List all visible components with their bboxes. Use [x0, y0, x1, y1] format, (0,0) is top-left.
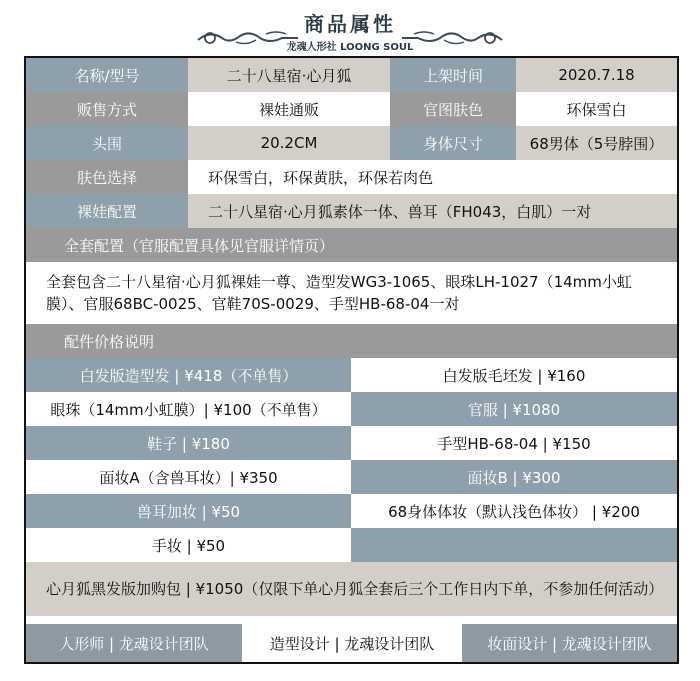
price-item: 眼珠（14mm小虹膜）| ¥100（不单售） [26, 392, 351, 426]
body-label: 身体尺寸 [390, 126, 516, 160]
release-label: 上架时间 [390, 58, 516, 92]
nude-config-label: 裸娃配置 [26, 194, 188, 228]
credit-styling: 造型设计 | 龙魂设计团队 [242, 624, 462, 662]
skin-options-label: 肤色选择 [26, 160, 188, 194]
price-item: 68身体体妆（默认浅色体妆） | ¥200 [351, 494, 677, 528]
sale-label: 贩售方式 [26, 92, 188, 126]
black-hair-addon-note: 心月狐黑发版加购包 | ¥1050（仅限下单心月狐全套后三个工作日内下单，不参加任何活动） [26, 562, 677, 616]
name-label: 名称/型号 [26, 58, 188, 92]
price-item: 兽耳加妆 | ¥50 [26, 494, 351, 528]
body-value: 68男体（5号脖围） [516, 126, 677, 160]
price-item: 手妆 | ¥50 [26, 528, 351, 562]
release-value: 2020.7.18 [516, 58, 677, 92]
skin-official-value: 环保雪白 [516, 92, 677, 126]
skin-options-value: 环保雪白，环保黄肤，环保若肉色 [188, 160, 677, 194]
page-header [0, 0, 700, 56]
credit-doll-artist: 人形师 | 龙魂设计团队 [26, 624, 242, 662]
price-item: 官服 | ¥1080 [351, 392, 677, 426]
price-item: 面妆B | ¥300 [351, 460, 677, 494]
prices-heading: 配件价格说明 [26, 324, 677, 358]
head-label: 头围 [26, 126, 188, 160]
price-item: 手型HB-68-04 | ¥150 [351, 426, 677, 460]
empty-cell [351, 528, 677, 562]
credit-makeup: 妆面设计 | 龙魂设计团队 [462, 624, 677, 662]
product-attributes-table [24, 56, 679, 664]
skin-official-label: 官图肤色 [390, 92, 516, 126]
page-title: 商品属性 [304, 12, 396, 36]
full-set-heading: 全套配置（官服配置具体见官服详情页） [26, 228, 677, 262]
nude-config-value: 二十八星宿·心月狐素体一体、兽耳（FH043，白肌）一对 [188, 194, 677, 228]
full-set-text: 全套包含二十八星宿·心月狐裸娃一尊、造型发WG3-1065、眼珠LH-1027（14mm小虹膜）、官服68BC-0025、官鞋70S-0029、手型HB-68-04一对 [26, 262, 677, 324]
name-value: 二十八星宿·心月狐 [188, 58, 390, 92]
price-item: 面妆A（含兽耳妆）| ¥350 [26, 460, 351, 494]
price-item: 鞋子 | ¥180 [26, 426, 351, 460]
brand-subtitle: 龙魂人形社 LOONG SOUL [286, 42, 414, 53]
sale-value: 裸娃通贩 [188, 92, 390, 126]
head-value: 20.2CM [188, 126, 390, 160]
price-item: 白发版造型发 | ¥418（不单售） [26, 358, 351, 392]
price-item: 白发版毛坯发 | ¥160 [351, 358, 677, 392]
